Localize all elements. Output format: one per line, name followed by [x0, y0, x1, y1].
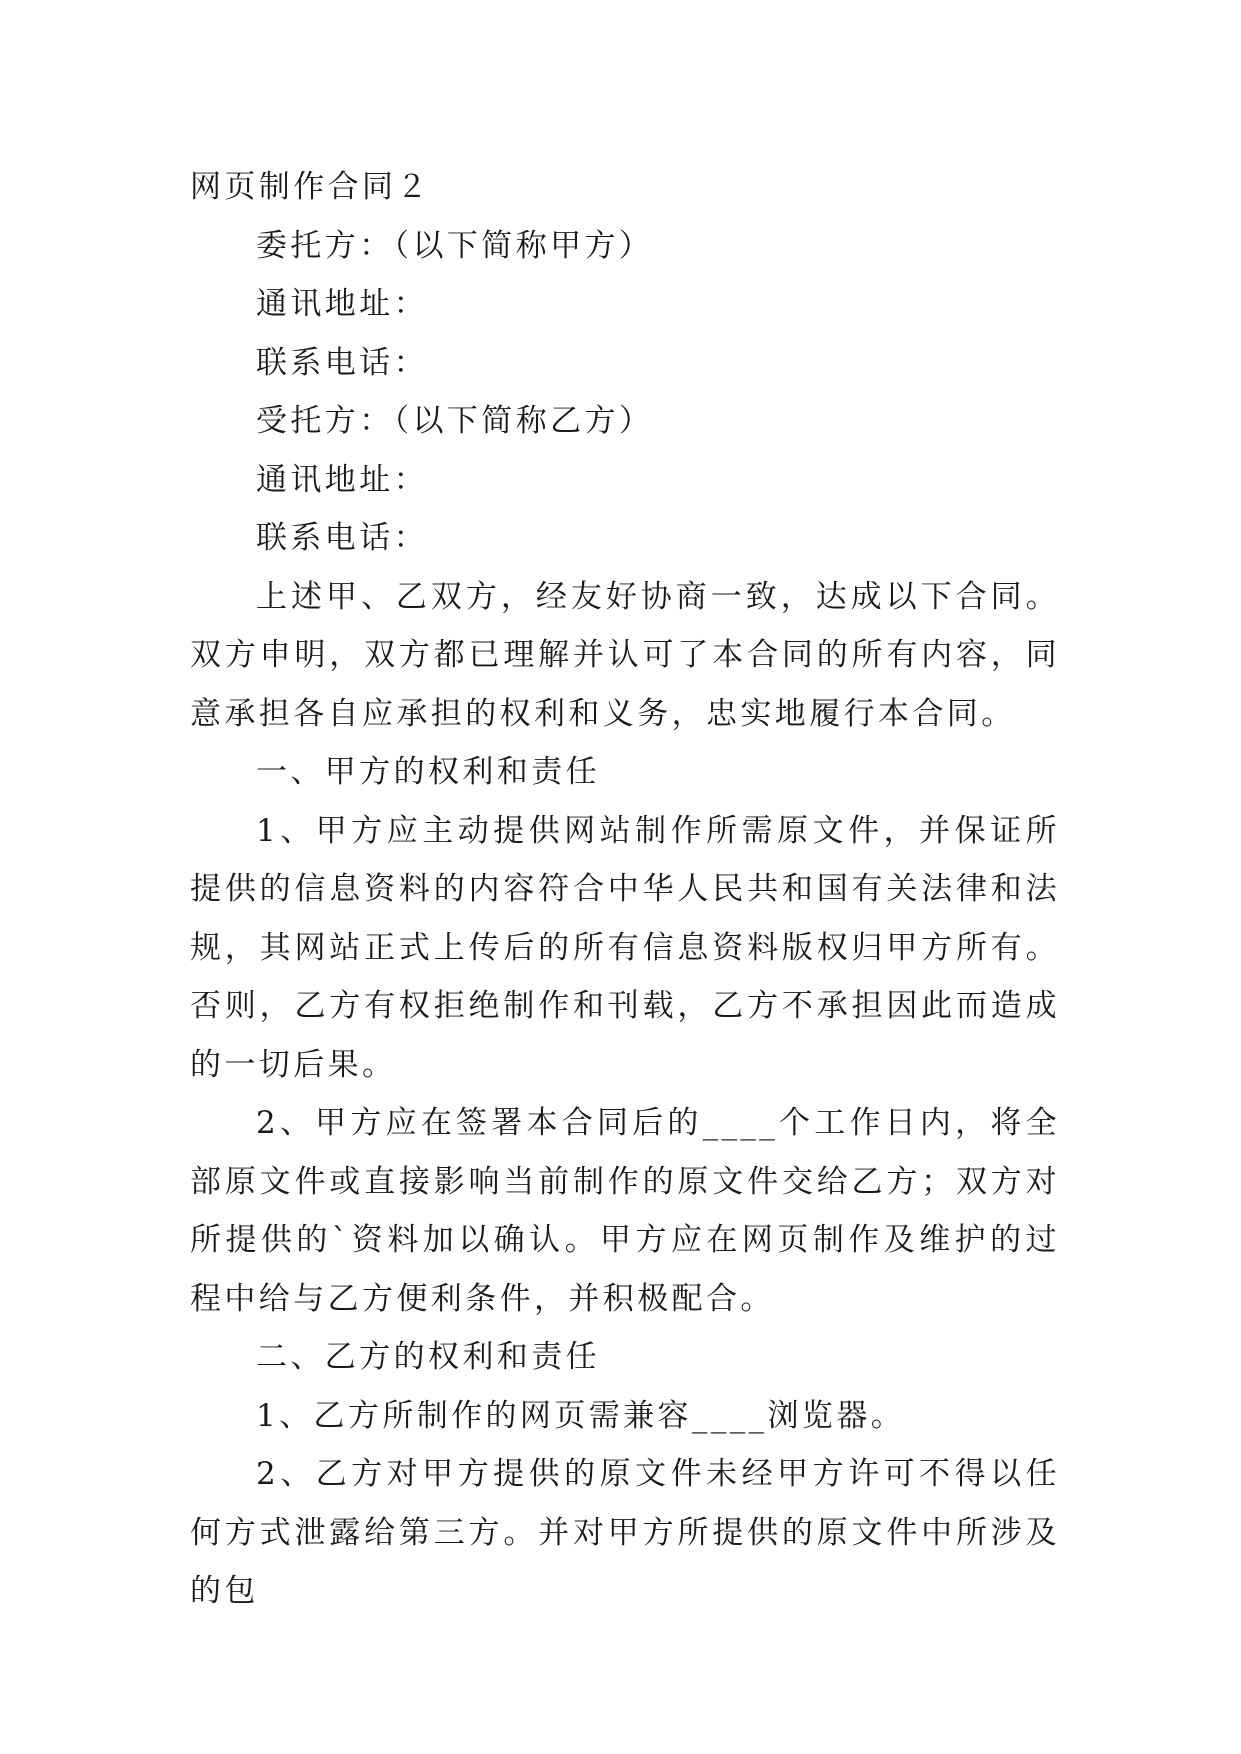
- party-a-label: 委托方：（以下简称甲方）: [256, 227, 654, 264]
- document-title: 网页制作合同２: [190, 169, 431, 205]
- party-b-phone: 联系电话：: [256, 520, 428, 556]
- section-2-clause-1: 1、乙方所制作的网页需兼容____浏览器。: [256, 1397, 906, 1434]
- section-1-heading: 一、甲方的权利和责任: [256, 754, 600, 790]
- party-b-address: 通讯地址：: [256, 461, 428, 498]
- section-2-heading: 二、乙方的权利和责任: [256, 1339, 600, 1375]
- party-b-label: 受托方：（以下简称乙方）: [256, 403, 654, 439]
- section-1-clause-2: 2、甲方应在签署本合同后的____个工作日内，将全部原文件或直接影响当前制作的原文件交给乙方；双方对所提供的`资料加以确认。甲方应在网页制作及维护的过程中给与乙方便利条件，并积极配合。: [190, 1105, 1060, 1317]
- party-a-address: 通讯地址：: [256, 286, 428, 322]
- party-a-phone: 联系电话：: [256, 344, 428, 381]
- preamble-paragraph: 上述甲、乙双方，经友好协商一致，达成以下合同。双方申明，双方都已理解并认可了本合同的所有内容，同意承担各自应承担的权利和义务，忠实地履行本合同。: [190, 578, 1060, 732]
- section-2-clause-2: 2、乙方对甲方提供的原文件未经甲方许可不得以任何方式泄露给第三方。并对甲方所提供的原文件中所涉及的包: [190, 1456, 1060, 1609]
- document-body: [190, 158, 1060, 1621]
- section-1-clause-1: 1、甲方应主动提供网站制作所需原文件，并保证所提供的信息资料的内容符合中华人民共和国有关法律和法规，其网站正式上传后的所有信息资料版权归甲方所有。否则，乙方有权拒绝制作和刊载，乙方不承担因此而造成的一切后果。: [190, 812, 1060, 1083]
